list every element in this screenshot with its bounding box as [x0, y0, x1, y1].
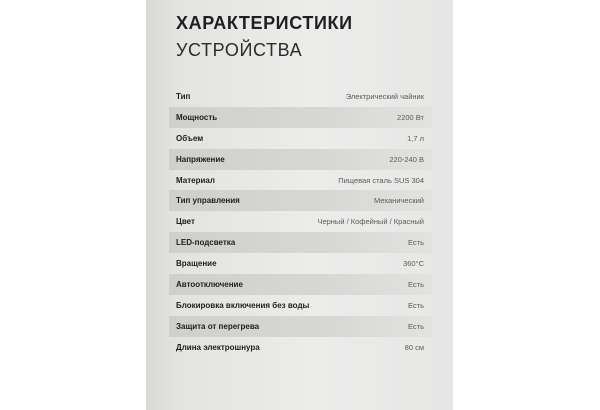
spec-row-control [169, 190, 432, 211]
spec-label: Материал [176, 175, 215, 185]
spec-row-dry-lock [169, 295, 432, 316]
spec-value: Есть [407, 238, 424, 248]
page-title: ХАРАКТЕРИСТИКИ [176, 13, 353, 33]
spec-label: Блокировка включения без воды [176, 300, 310, 310]
spec-row-autooff [169, 274, 432, 295]
spec-row-volume [169, 128, 432, 149]
spec-label: Автоотключение [176, 279, 243, 289]
spec-label: Тип управления [176, 196, 240, 206]
spec-table [169, 86, 432, 358]
spec-value: Есть [407, 300, 424, 310]
spec-value: Есть [407, 321, 424, 331]
spec-value: 360°C [403, 259, 424, 269]
spec-label: Вращение [176, 259, 217, 269]
spec-value: Пищевая сталь SUS 304 [338, 175, 424, 185]
spec-row-voltage [169, 149, 432, 170]
spec-row-power [169, 107, 432, 128]
spec-row-led [169, 232, 432, 253]
spec-value: 220-240 В [389, 154, 424, 164]
spec-value: Электрический чайник [345, 91, 424, 101]
spec-value: Механический [374, 196, 424, 206]
spec-label: Напряжение [176, 154, 225, 164]
spec-card [146, 0, 453, 410]
spec-row-cord [169, 337, 432, 358]
spec-value: 2200 Вт [397, 112, 424, 122]
spec-value: 80 см [404, 342, 424, 352]
spec-value: Черный / Кофейный / Красный [317, 217, 424, 227]
spec-value: Есть [407, 279, 424, 289]
page-subtitle: УСТРОЙСТВА [176, 40, 303, 60]
spec-label: Тип [176, 91, 191, 101]
spec-row-rotation [169, 253, 432, 274]
spec-row-overheat [169, 316, 432, 337]
spec-value: 1,7 л [407, 133, 424, 143]
spec-row-color [169, 211, 432, 232]
spec-label: Защита от перегрева [176, 321, 260, 331]
spec-label: Длина электрошнура [176, 342, 260, 352]
spec-row-material [169, 170, 432, 191]
spec-label: LED-подсветка [176, 238, 236, 248]
spec-label: Цвет [176, 217, 195, 227]
spec-row-type [169, 86, 432, 107]
spec-label: Объем [176, 133, 204, 143]
spec-label: Мощность [176, 112, 218, 122]
